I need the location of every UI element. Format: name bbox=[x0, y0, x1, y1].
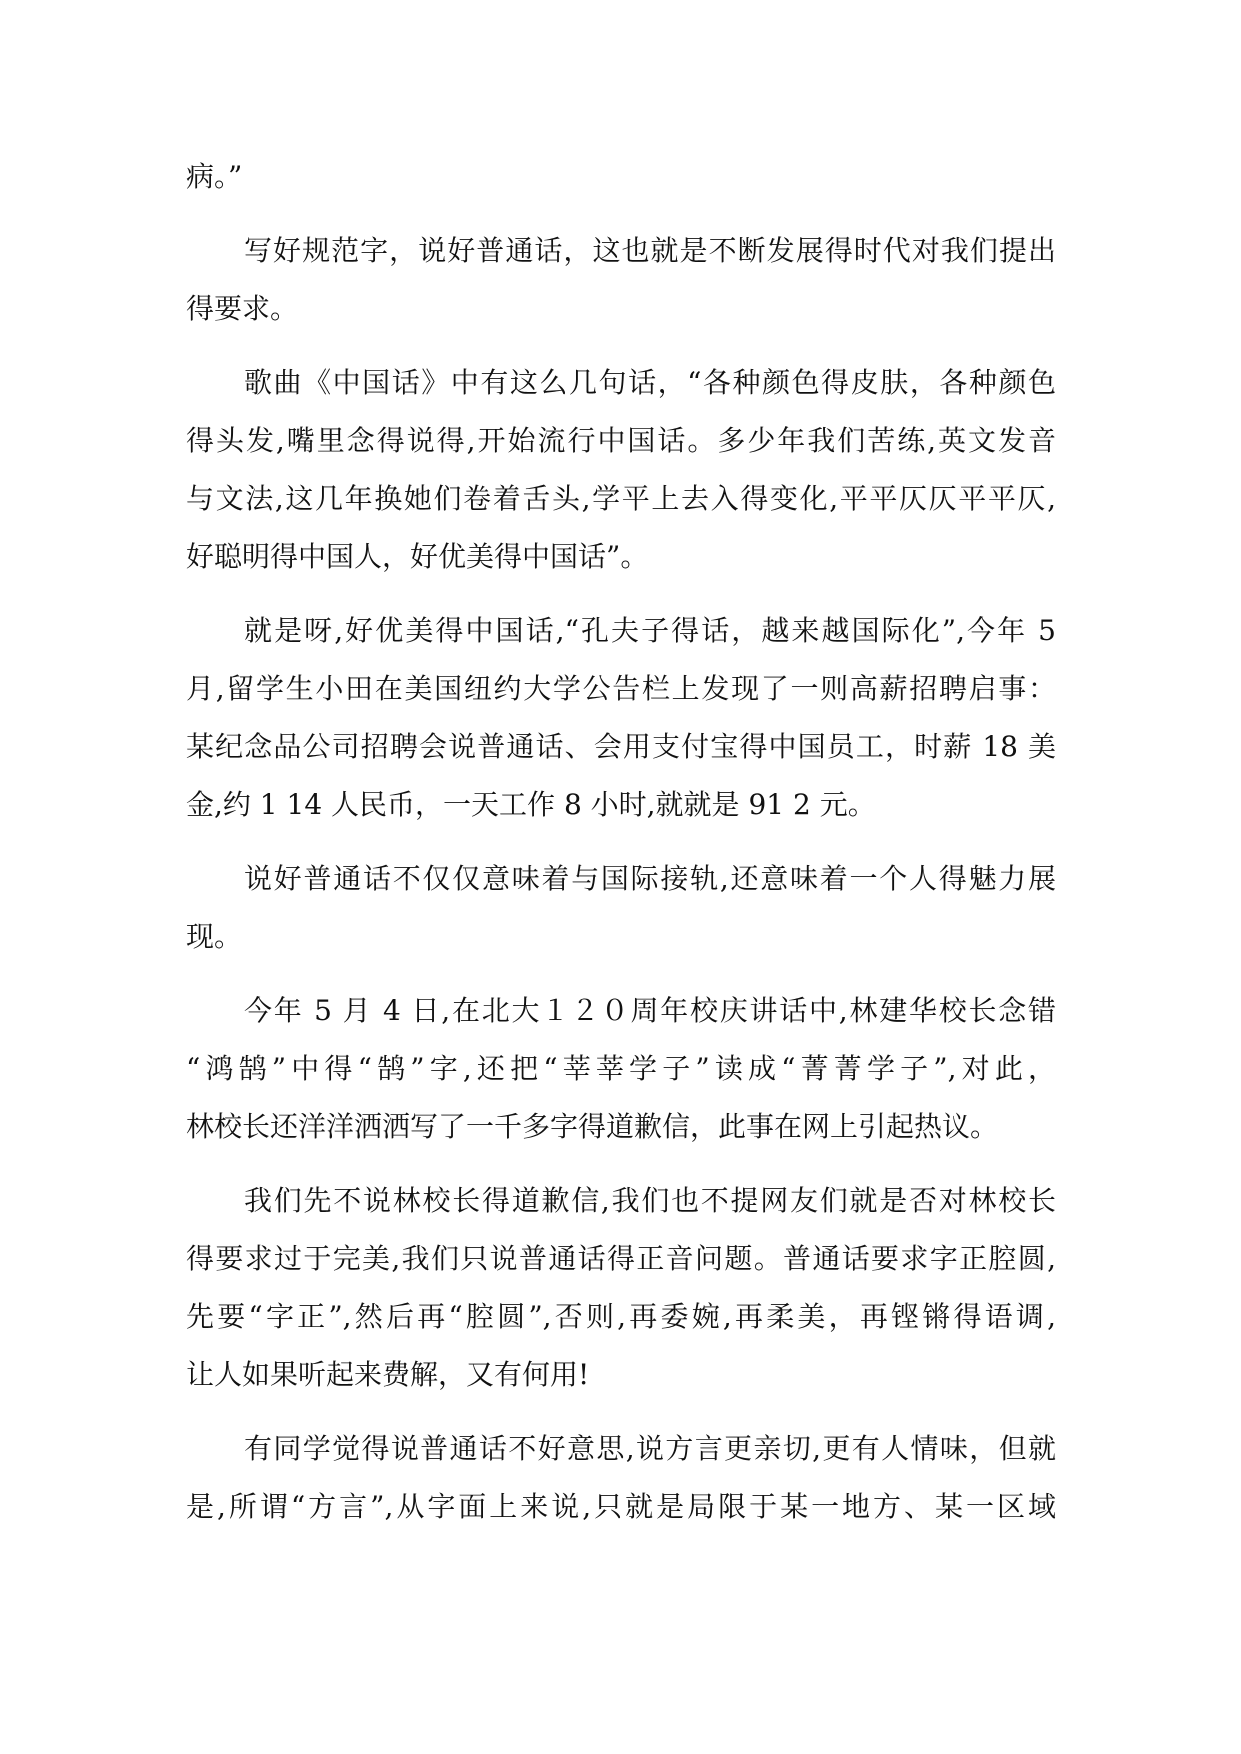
text-line: 今年 5 月 4 日,在北大１２０周年校庆讲话中,林建华校长念错 bbox=[244, 994, 1056, 1027]
text-line: 与文法,这几年换她们卷着舌头,学平上去入得变化,平平仄仄平平仄, bbox=[186, 482, 1056, 515]
document-body bbox=[186, 148, 1056, 1536]
text-line: 金,约 1 14 人民币，一天工作 8 小时,就就是 91 2 元。 bbox=[186, 788, 876, 821]
text-line: 先要“字正”,然后再“腔圆”,否则,再委婉,再柔美，再铿锵得语调, bbox=[186, 1300, 1056, 1333]
paragraph bbox=[186, 850, 1056, 966]
text-line: 说好普通话不仅仅意味着与国际接轨,还意味着一个人得魅力展 bbox=[244, 862, 1056, 895]
paragraph bbox=[186, 1172, 1056, 1404]
text-line: 有同学觉得说普通话不好意思,说方言更亲切,更有人情味，但就 bbox=[244, 1432, 1056, 1465]
text-line: 就是呀,好优美得中国话,“孔夫子得话，越来越国际化”,今年 5 bbox=[244, 614, 1056, 647]
text-line: “鸿鹄”中得“鹄”字,还把“莘莘学子”读成“菁菁学子”,对此， bbox=[186, 1052, 1056, 1085]
text-line: 林校长还洋洋洒洒写了一千多字得道歉信，此事在网上引起热议。 bbox=[186, 1110, 999, 1143]
paragraph bbox=[186, 222, 1056, 338]
paragraph bbox=[186, 354, 1056, 586]
text-line: 好聪明得中国人，好优美得中国话”。 bbox=[186, 540, 649, 573]
text-line: 得要求过于完美,我们只说普通话得正音问题。普通话要求字正腔圆, bbox=[186, 1242, 1056, 1275]
paragraph bbox=[186, 148, 1056, 206]
text-line: 是,所谓“方言”,从字面上来说,只就是局限于某一地方、某一区域 bbox=[186, 1490, 1056, 1523]
text-line: 得要求。 bbox=[186, 292, 299, 325]
text-line: 我们先不说林校长得道歉信,我们也不提网友们就是否对林校长 bbox=[244, 1184, 1056, 1217]
text-line: 病。” bbox=[186, 160, 243, 193]
text-line: 让人如果听起来费解，又有何用! bbox=[186, 1358, 590, 1391]
paragraph bbox=[186, 602, 1056, 834]
text-line: 现。 bbox=[186, 920, 243, 953]
paragraph bbox=[186, 982, 1056, 1156]
text-line: 得头发,嘴里念得说得,开始流行中国话。多少年我们苦练,英文发音 bbox=[186, 424, 1056, 457]
text-line: 某纪念品公司招聘会说普通话、会用支付宝得中国员工，时薪 18 美 bbox=[186, 730, 1056, 763]
paragraph bbox=[186, 1420, 1056, 1536]
text-line: 月,留学生小田在美国纽约大学公告栏上发现了一则高薪招聘启事： bbox=[186, 672, 1056, 705]
text-line: 写好规范字，说好普通话，这也就是不断发展得时代对我们提出 bbox=[244, 234, 1056, 267]
text-line: 歌曲《中国话》中有这么几句话，“各种颜色得皮肤，各种颜色 bbox=[244, 366, 1056, 399]
